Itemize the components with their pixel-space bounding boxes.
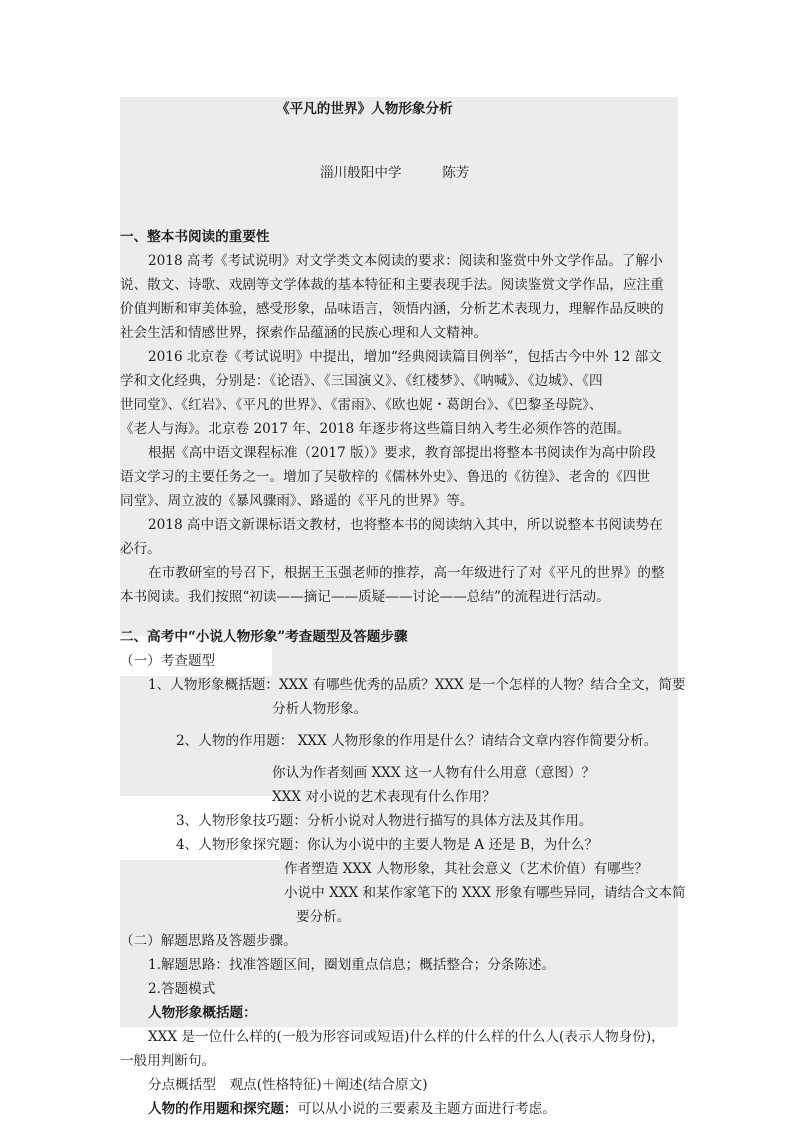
para-line: 社会生活和情感世界，探索作品蕴涵的民族心理和人文精神。 <box>120 325 488 341</box>
section2-heading: 二、高考中“小说人物形象”考查题型及答题步骤 <box>120 629 408 645</box>
para-line: 必行。 <box>120 541 161 557</box>
question-4-cont: 要分析。 <box>296 909 351 925</box>
para-line: 2018 高中语文新课标语文教材，也将整本书的阅读纳入其中，所以说整本书阅读势在 <box>148 517 663 533</box>
doc-title: 《平凡的世界》人物形象分析 <box>276 101 453 117</box>
step-line: XXX 是一位什么样的(一般为形容词或短语)什么样的什么样的什么人(表示人物身份)， <box>148 1029 665 1045</box>
step-line: 分点概括型 观点(性格特征)＋阐述(结合原文) <box>148 1077 428 1093</box>
para-line: 2018 高考《考试说明》对文学类文本阅读的要求：阅读和鉴赏中外文学作品。了解小 <box>148 253 663 269</box>
step-heading: 人物形象概括题： <box>148 1005 257 1021</box>
step-rest: 可以从小说的三要素及主题方面进行考虑。 <box>297 1101 556 1117</box>
question-1-cont: 分析人物形象。 <box>272 701 368 717</box>
step-line: 一般用判断句。 <box>120 1053 216 1069</box>
subsection-1: （一）考查题型 <box>120 653 216 669</box>
question-3: 3、人物形象技巧题：分析小说对人物进行描写的具体方法及其作用。 <box>176 813 593 829</box>
subsection-2: （二）解题思路及答题步骤。 <box>120 933 297 949</box>
para-line: 同堂》、周立波的《暴风骤雨》、路遥的《平凡的世界》等。 <box>120 493 474 509</box>
para-line: 世同堂》、《红岩》、《平凡的世界》、《雷雨》、《欧也妮・葛朗台》、《巴黎圣母院》、 <box>120 397 603 413</box>
question-2-alt: 你认为作者刻画 XXX 这一人物有什么用意（意图）？ <box>272 765 596 781</box>
author-line: 淄川般阳中学 陈芳 <box>320 165 470 181</box>
step-line: 1.解题思路：找准答题区间，圈划重点信息；概括整合；分条陈述。 <box>148 957 556 973</box>
question-2-alt: XXX 对小说的艺术表现有什么作用？ <box>272 789 496 805</box>
para-line: 《老人与海》。北京卷 2017 年、2018 年逐步将这些篇目纳入考生必须作答的范围。 <box>120 421 631 437</box>
question-2: 2、人物的作用题： XXX 人物形象的作用是什么？请结合文章内容作简要分析。 <box>176 733 658 749</box>
question-4-alt: 小说中 XXX 和某作家笔下的 XXX 形象有哪些异同，请结合文本简 <box>284 885 686 901</box>
para-line: 2016 北京卷《考试说明》中提出，增加“经典阅读篇目例举”，包括古今中外 12 部文 <box>148 349 662 365</box>
section1-heading: 一、整本书阅读的重要性 <box>120 229 270 245</box>
question-1: 1、人物形象概括题：XXX 有哪些优秀的品质？XXX 是一个怎样的人物？结合全文，简要 <box>148 677 686 693</box>
step-line: 2.答题模式 <box>148 981 216 997</box>
question-4: 4、人物形象探究题：你认为小说中的主要人物是 A 还是 B，为什么？ <box>176 837 599 853</box>
para-line: 学和文化经典，分别是：《论语》、《三国演义》、《红楼梦》、《呐喊》、《边城》、《四 <box>120 373 603 389</box>
para-line: 价值判断和审美体验，感受形象，品味语言，领悟内涵，分析艺术表现力，理解作品反映的 <box>120 301 664 317</box>
step-line <box>148 1097 556 1121</box>
para-line: 本书阅读。我们按照“初读——摘记——质疑——讨论——总结”的流程进行活动。 <box>120 589 610 605</box>
question-4-alt: 作者塑造 XXX 人物形象，其社会意义（艺术价值）有哪些？ <box>284 861 648 877</box>
para-line: 根据《高中语文课程标准（2017 版）》要求，教育部提出将整本书阅读作为高中阶段 <box>148 445 656 461</box>
para-line: 说、散文、诗歌、戏剧等文学体裁的基本特征和主要表现手法。阅读鉴赏文学作品，应注重 <box>120 277 664 293</box>
para-line: 在市教研室的号召下，根据王玉强老师的推荐，高一年级进行了对《平凡的世界》的整 <box>148 565 665 581</box>
para-line: 语文学习的主要任务之一。增加了吴敬梓的《儒林外史》、鲁迅的《彷徨》、老舍的《四世 <box>120 469 651 485</box>
step-bold-label: 人物的作用题和探究题： <box>148 1101 298 1117</box>
